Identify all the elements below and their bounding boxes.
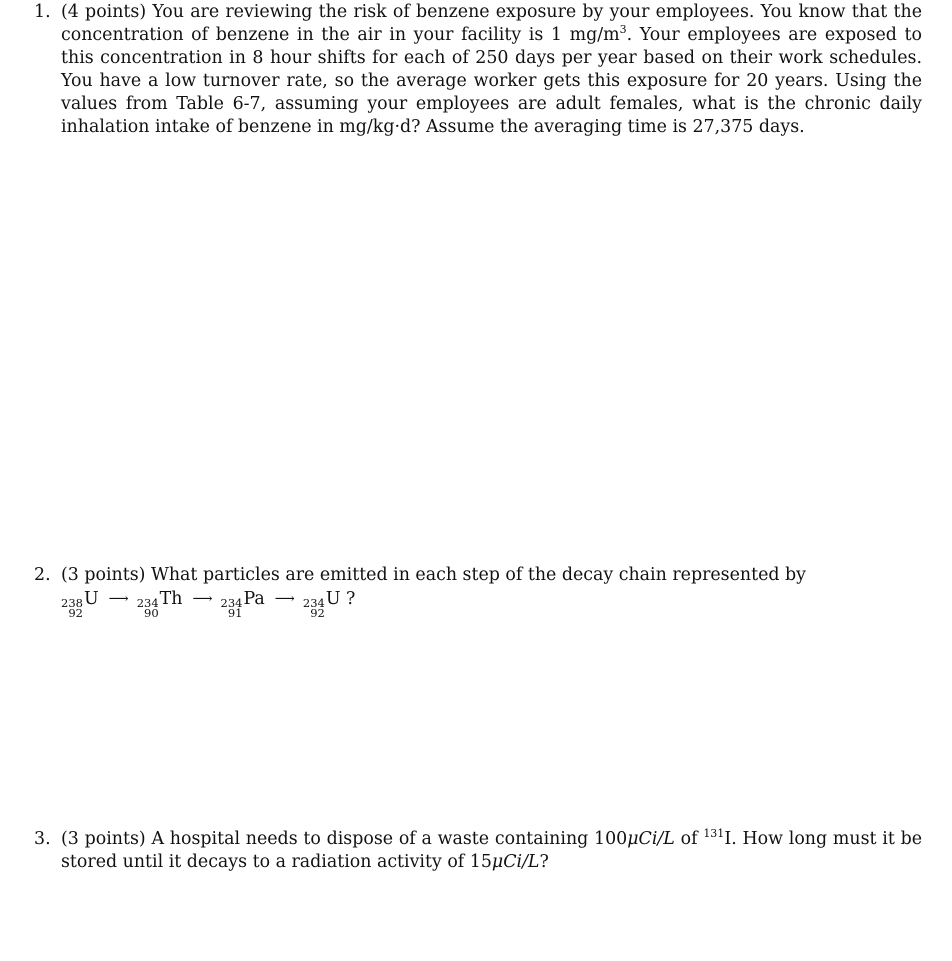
- problem-number: 2.: [34, 565, 51, 585]
- problem-2: [34, 564, 922, 618]
- text-segment: . How long must it be stored until it decays to a radiation activity of 15: [61, 829, 923, 872]
- element-symbol: U: [83, 589, 99, 609]
- text-segment: ?: [539, 852, 549, 872]
- element-symbol: Th: [159, 589, 183, 609]
- superscript: 3: [619, 23, 627, 37]
- problem-3: [34, 828, 922, 874]
- arrow-icon: ⟶: [274, 591, 295, 607]
- nuclide: [303, 588, 341, 618]
- points-label: (3 points): [61, 829, 146, 849]
- atomic-number: 91: [227, 606, 243, 620]
- points-label: (4 points): [61, 2, 147, 22]
- element-symbol: Pa: [243, 589, 265, 609]
- problem-text: [61, 828, 922, 874]
- atomic-number: 92: [68, 606, 83, 620]
- mass-number: 238: [61, 596, 83, 610]
- problem-text: [61, 564, 922, 618]
- question-mark: ?: [346, 589, 356, 609]
- mass-number: 234: [302, 596, 325, 610]
- problem-number: 3.: [34, 829, 51, 849]
- nuclide: [221, 588, 265, 618]
- atomic-number: 90: [144, 606, 159, 620]
- text-segment: of: [680, 829, 698, 849]
- arrow-icon: ⟶: [192, 591, 213, 607]
- nuclide: [61, 588, 99, 618]
- activity-unit: μCi/L: [627, 829, 675, 849]
- nuclide: [137, 588, 183, 618]
- problem-1: [34, 1, 922, 139]
- text-segment: A hospital needs to dispose of a waste containing 100: [151, 829, 628, 849]
- arrow-icon: ⟶: [108, 591, 129, 607]
- points-label: (3 points): [61, 565, 146, 585]
- isotope-symbol: I: [724, 829, 732, 849]
- text-segment: What particles are emitted in each step of the decay chain represented by: [150, 565, 806, 585]
- decay-chain: [61, 588, 922, 618]
- problem-number: 1.: [34, 2, 51, 22]
- isotope-mass: 131: [703, 827, 725, 841]
- mass-number: 234: [136, 596, 159, 610]
- problem-text: [61, 1, 922, 139]
- text-segment: You are reviewing the risk of benzene exposure by your employees. You know that the concentration of benzene in the air in your facility is 1 mg/m: [61, 2, 922, 45]
- atomic-number: 92: [310, 606, 325, 620]
- element-symbol: U: [325, 589, 341, 609]
- mass-number: 234: [220, 596, 243, 610]
- activity-unit: μCi/L: [491, 852, 540, 872]
- text-segment: . Your employees are exposed to this concentration in 8 hour shifts for each of 250 days per year based on their work schedules. You have a low turnover rate, so the average worker gets this exposure for 20 years. Using the values from Table 6-7, assuming your employees are adult females, what is the chronic daily inhalation intake of benzene in mg/kg·d? Assume the averaging time is 27,375 days.: [61, 25, 922, 137]
